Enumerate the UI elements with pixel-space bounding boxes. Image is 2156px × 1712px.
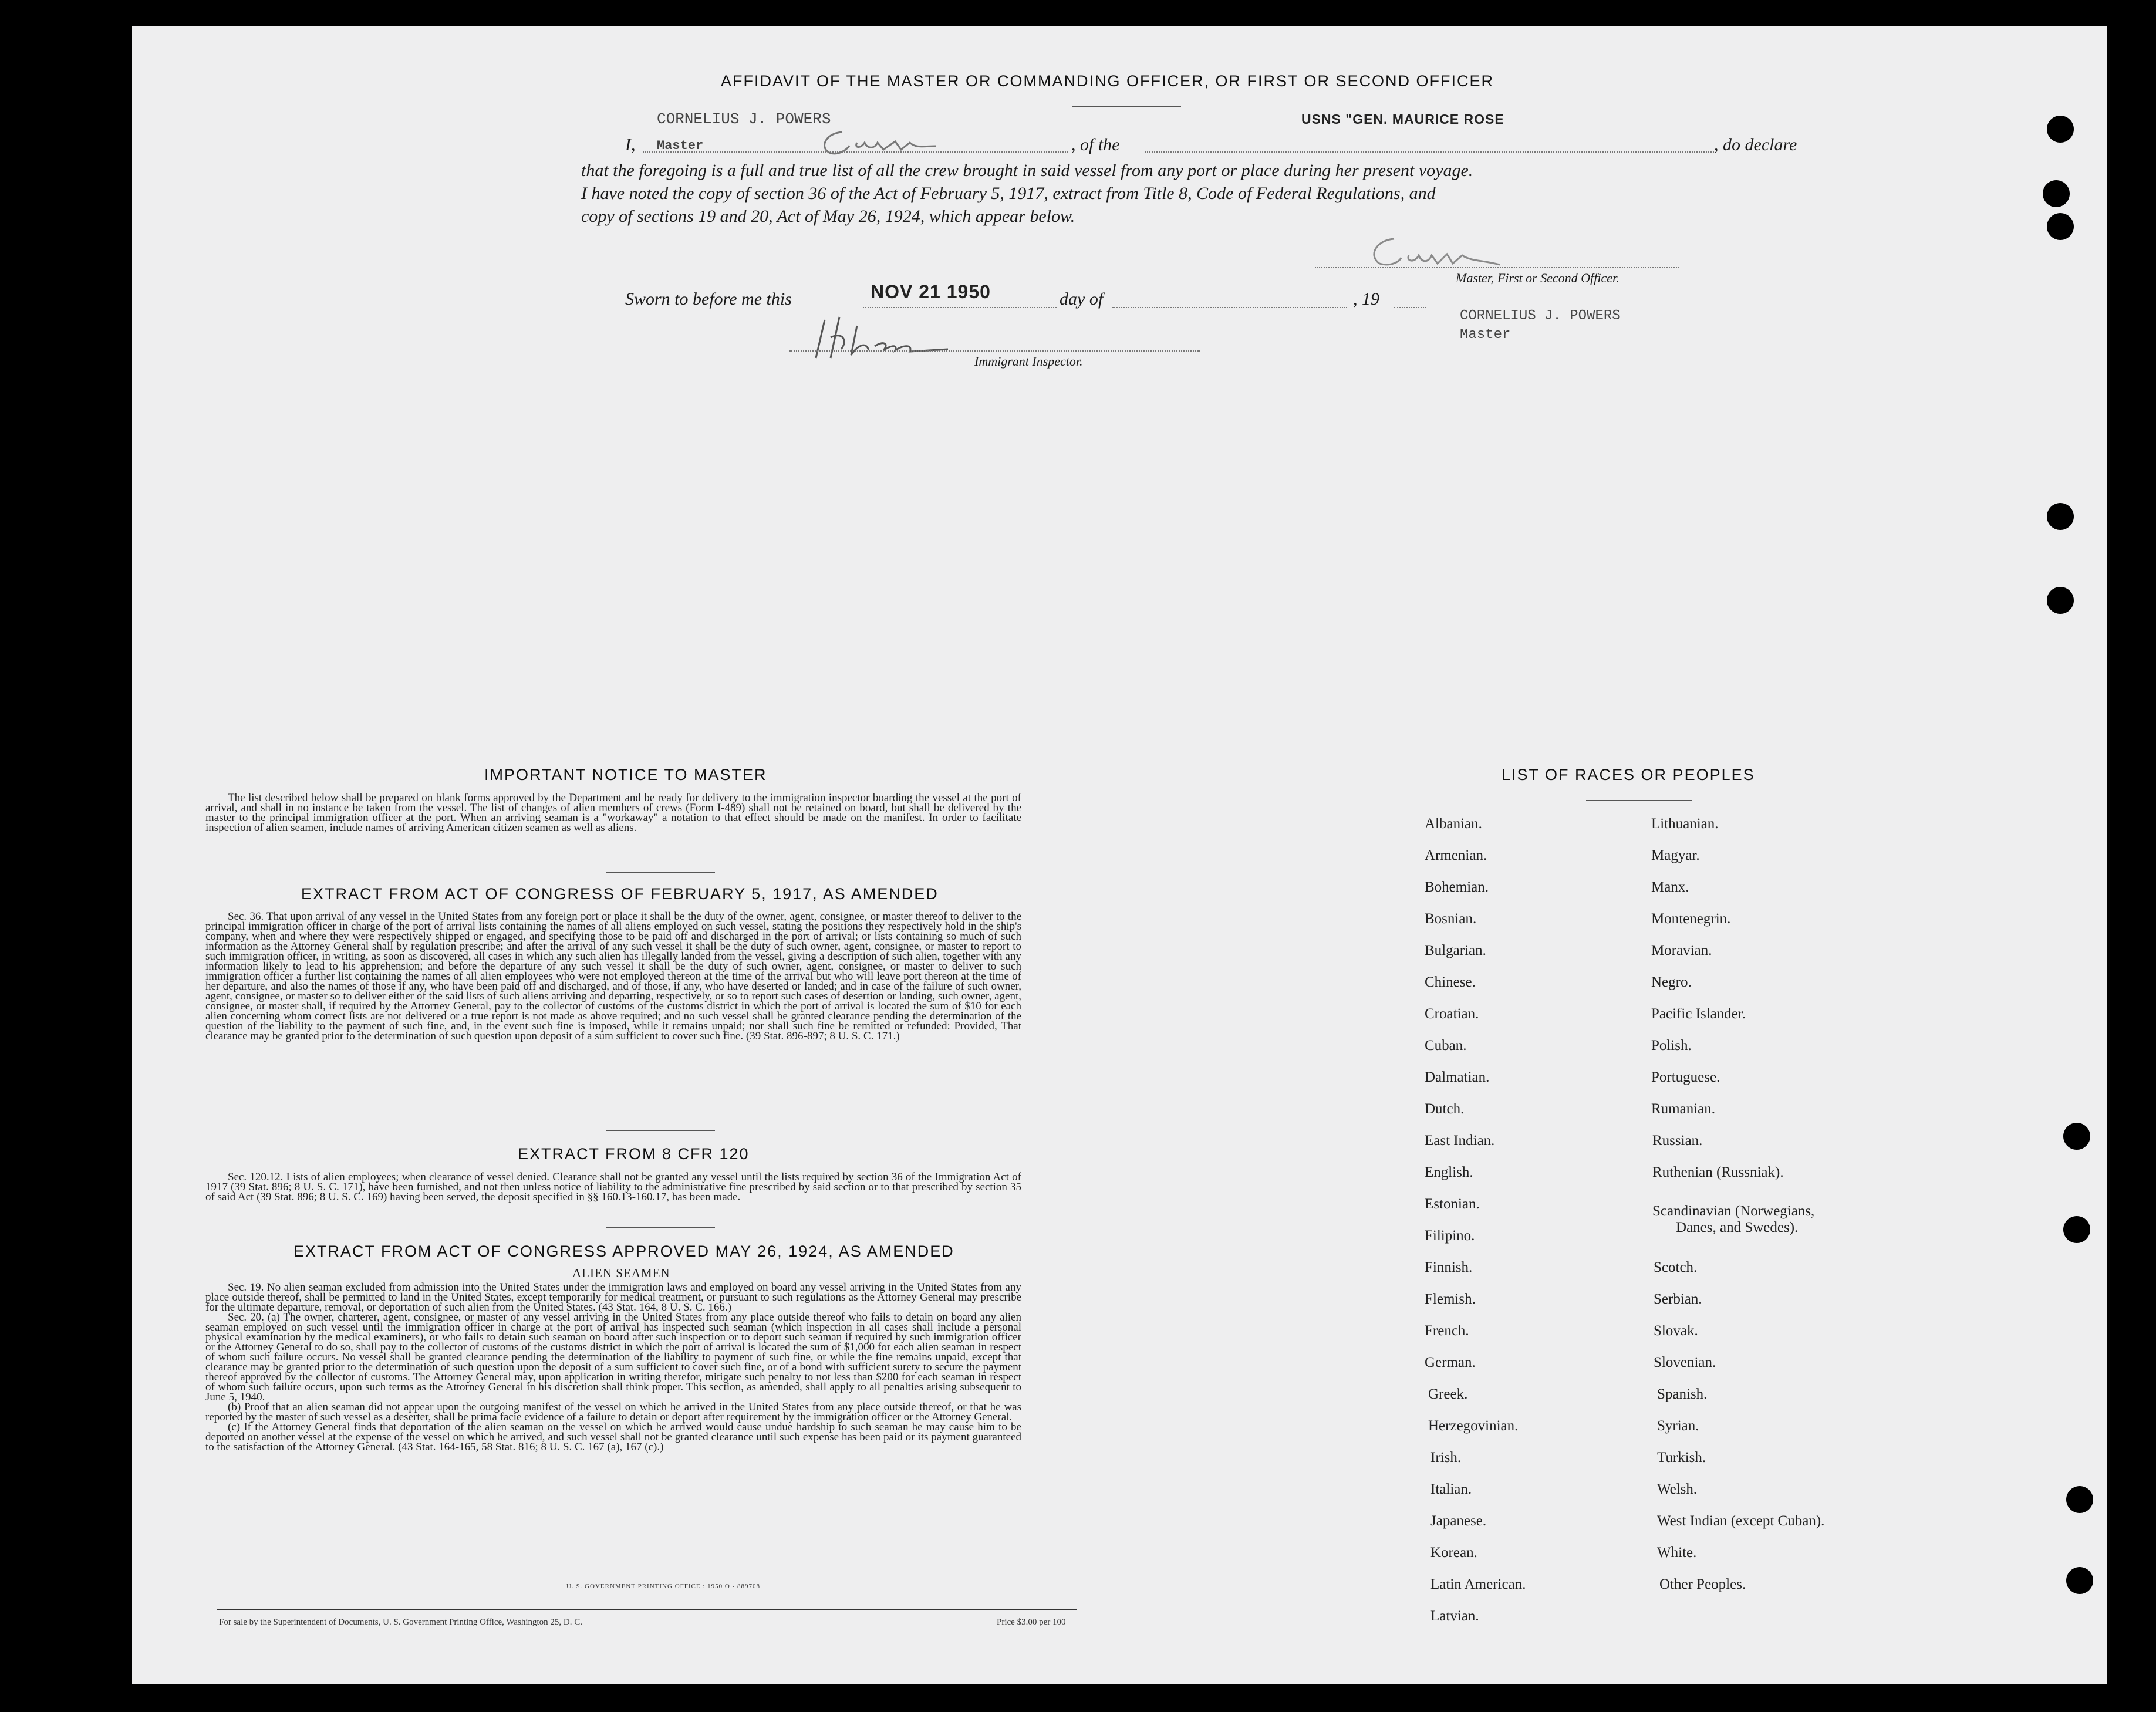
race-right-4: Montenegrin. <box>1651 911 1731 927</box>
race-left-16: Flemish. <box>1425 1291 1476 1307</box>
race-right-11: Russian. <box>1652 1133 1703 1149</box>
footer-rule <box>217 1609 1077 1610</box>
day-of-label: day of <box>1060 289 1104 309</box>
race-right-12: Ruthenian (Russniak). <box>1652 1164 1784 1180</box>
race-right-24: White. <box>1657 1545 1697 1561</box>
do-declare-label: , do declare <box>1714 135 1797 154</box>
race-right-23: West Indian (except Cuban). <box>1657 1513 1825 1529</box>
race-right-21: Turkish. <box>1657 1450 1706 1466</box>
notice-body: The list described below shall be prepared on blank forms approved by the Department and be ready for delivery to the immigration inspector boarding the vessel at the port of arrival, and shall in no instance be taken from the vessel. The list of changes of alien members of crews (Form I-489) shall not be retained on board, but shall be delivered by the master to the principal immigration officer at the port. When an arriving seaman is a "workaway" a notation to that effect should be made on the manifest. In order to facilitate inspection of alien seamen, include names of arriving American citizen seamen as well as aliens. <box>205 792 1021 834</box>
race-left-21: Irish. <box>1430 1450 1462 1466</box>
race-right-8: Polish. <box>1651 1038 1692 1053</box>
race-left-20: Herzegovinian. <box>1428 1418 1519 1434</box>
punch-hole <box>2043 180 2070 207</box>
race-right-5: Moravian. <box>1651 943 1712 958</box>
section-20a: Sec. 20. (a) The owner, charterer, agent, consignee, or master of any vessel arriving in the United States from any place outside thereof who fails to detain on board any alien seaman employed on such vessel until the immigration officer in charge at the port of arrival has inspected such seaman (which inspection in all cases shall include a personal physical examination by the medical examiners), or who fails to detain such seaman on board after such inspection or to deport such seaman if required by such immigration officer or the Attorney General to do so, shall pay to the collector of customs of the customs district in which the port of arrival is located the sum of $1,000 for each alien seaman in respect of whom such failure occurs. No vessel shall be granted clearance pending the determination of the liability to payment of such fine, or while the fine remains unpaid, except that clearance may be granted prior to the determination of such question upon the deposit of a sum sufficient to cover such fine, or of a bond with sufficient surety to secure the payment thereof approved by the collector of customs. The Attorney General may, upon application in writing therefor, mitigate such penalty to not less than $200 for each seaman in respect of whom such failure occurs, upon such terms as the Attorney General in his discretion shall think proper. This section, as amended, shall apply to all penalties arising subsequent to June 5, 1940. <box>205 1311 1021 1403</box>
race-right-14: Danes, and Swedes). <box>1676 1220 1799 1235</box>
race-right-19: Spanish. <box>1657 1386 1708 1402</box>
race-right-20: Syrian. <box>1657 1418 1699 1434</box>
race-left-25: Latin American. <box>1430 1576 1526 1592</box>
races-rule <box>1586 800 1692 801</box>
extract-cfr-rule <box>606 1227 715 1228</box>
race-left-12: English. <box>1425 1164 1473 1180</box>
affidavit-i-label: I, <box>625 135 636 154</box>
race-left-10: Dutch. <box>1425 1101 1465 1117</box>
race-left-18: German. <box>1425 1355 1476 1370</box>
sworn-label: Sworn to before me this <box>625 289 792 309</box>
extract-1924-body <box>205 1282 1021 1452</box>
affidavit-body-3: copy of sections 19 and 20, Act of May 26, 1924, which appear below. <box>581 207 1075 226</box>
race-right-17: Slovak. <box>1654 1323 1698 1339</box>
typed-master-rank-2: Master <box>1460 327 1511 343</box>
race-left-6: Chinese. <box>1425 974 1476 990</box>
race-right-15: Scotch. <box>1654 1259 1698 1275</box>
race-left-24: Korean. <box>1430 1545 1477 1561</box>
of-the-label: , of the <box>1071 135 1120 154</box>
race-left-23: Japanese. <box>1430 1513 1487 1529</box>
race-right-7: Pacific Islander. <box>1651 1006 1746 1022</box>
race-right-1: Lithuanian. <box>1651 816 1719 832</box>
race-left-1: Albanian. <box>1425 816 1482 832</box>
race-right-16: Serbian. <box>1654 1291 1702 1307</box>
typed-master-name-2: CORNELIUS J. POWERS <box>1460 308 1621 324</box>
punch-hole <box>2066 1486 2093 1513</box>
date-stamp: NOV 21 1950 <box>871 281 991 302</box>
race-left-2: Armenian. <box>1425 847 1487 863</box>
race-right-13: Scandinavian (Norwegians, <box>1652 1203 1815 1219</box>
typed-master-name: CORNELIUS J. POWERS <box>657 110 831 128</box>
race-left-4: Bosnian. <box>1425 911 1477 927</box>
race-left-22: Italian. <box>1430 1481 1472 1497</box>
punch-hole <box>2063 1123 2090 1150</box>
race-left-14: Filipino. <box>1425 1228 1475 1244</box>
master-signature-line <box>1315 267 1679 268</box>
race-right-6: Negro. <box>1651 974 1692 990</box>
race-right-18: Slovenian. <box>1654 1355 1716 1370</box>
section-19: Sec. 19. No alien seaman excluded from admission into the United States under the immigration laws and employed on board any vessel arriving in the United States from any place outside thereof, shall be permitted to land in the United States, except temporarily for medical treatment, or pursuant to such regulations as the Attorney General may prescribe for the ultimate departure, removal, or deportation of such alien from the United States. (43 Stat. 164, 8 U. S. C. 166.) <box>205 1281 1021 1313</box>
extract-1924-subtitle: ALIEN SEAMEN <box>572 1266 670 1280</box>
punch-hole <box>2066 1567 2093 1594</box>
race-right-9: Portuguese. <box>1651 1069 1720 1085</box>
year-label: , 19 <box>1353 289 1379 309</box>
extract-cfr-title: EXTRACT FROM 8 CFR 120 <box>518 1145 750 1163</box>
race-left-5: Bulgarian. <box>1425 943 1486 958</box>
gpo-imprint: U. S. GOVERNMENT PRINTING OFFICE : 1950 O - 889708 <box>566 1583 761 1590</box>
race-left-26: Latvian. <box>1430 1608 1479 1624</box>
year-line <box>1394 307 1426 308</box>
notice-rule <box>606 872 715 873</box>
typed-master-rank: Master <box>657 139 704 153</box>
race-right-22: Welsh. <box>1657 1481 1698 1497</box>
race-right-25: Other Peoples. <box>1659 1576 1746 1592</box>
section-20c: (c) If the Attorney General finds that deportation of the alien seaman on the vessel on which he arrived would cause undue hardship to such seaman he may cause him to be deported on another vessel at the expense of the vessel on which he arrived, and such vessel shall not be granted clearance until such expense has been paid or its payment guaranteed to the satisfaction of the Attorney General. (43 Stat. 164-165, 58 Stat. 816; 8 U. S. C. 167 (a), 167 (c).) <box>205 1421 1021 1453</box>
footer-price: Price $3.00 per 100 <box>997 1618 1066 1627</box>
extract-1924-title: EXTRACT FROM ACT OF CONGRESS APPROVED MAY 26, 1924, AS AMENDED <box>293 1242 954 1260</box>
punch-hole <box>2047 503 2074 530</box>
extract-1917-rule <box>606 1130 715 1131</box>
master-signature-1 <box>813 125 966 160</box>
extract-cfr-body: Sec. 120.12. Lists of alien employees; when clearance of vessel denied. Clearance shall not be granted any vessel until the lists required by section 36 of the Immigration Act of 1917 (39 Stat. 896; 8 U. S. C. 171), have been furnished, and not then unless notice of liability to the administrative fine prescribed by said section or to that prescribed by section 35 of said Act (39 Stat. 896; 8 U. S. C. 169) having been served, the deposit specified in §§ 160.13-160.17, has been made. <box>205 1171 1021 1203</box>
footer-sale-note: For sale by the Superintendent of Documents, U. S. Government Printing Office, Washington 25, D. C. <box>219 1618 582 1627</box>
race-left-8: Cuban. <box>1425 1038 1467 1053</box>
inspector-signature-line <box>789 350 1200 352</box>
punch-hole <box>2047 587 2074 614</box>
document-page <box>132 26 2107 1684</box>
punch-hole <box>2047 116 2074 143</box>
punch-hole <box>2047 213 2074 240</box>
affidavit-body-2: I have noted the copy of section 36 of the Act of February 5, 1917, extract from Title 8, Code of Federal Regulations, and <box>581 184 1436 203</box>
sworn-date-line <box>863 307 1057 308</box>
affidavit-title: AFFIDAVIT OF THE MASTER OR COMMANDING OFFICER, OR FIRST OR SECOND OFFICER <box>721 72 1494 90</box>
race-right-2: Magyar. <box>1651 847 1700 863</box>
race-left-17: French. <box>1425 1323 1469 1339</box>
extract-1917-body: Sec. 36. That upon arrival of any vessel in the United States from any foreign port or place it shall be the duty of the owner, agent, consignee, or master thereof to deliver to the principal immigration officer in charge of the port of arrival lists containing the names of all aliens employed on such vessel, stating the positions they respectively hold in the ship's company, when and where they were respectively shipped or engaged, and specifying those to be paid off and discharged in the port of arrival; or lists containing so much of such information as the Attorney General shall by regulation prescribe; and after the arrival of any such vessel it shall be the duty of such owner, agent, consignee, or master to report to such immigration officer, in writing, as soon as discovered, all cases in which any such alien has illegally landed from the vessel, giving a description of such alien, together with any information likely to lead to his apprehension; and before the departure of any such vessel it shall be the duty of such owner, agent, consignee, or master to deliver to such immigration officer a further list containing the names of all alien employees who were not employed thereon at the time of the arrival but who will leave port thereon at the time of her departure, and also the names of those if any, who have been paid off and discharged, and of those, if any, who have deserted or landed; and in case of the failure of such owner, agent, consignee, or master so to deliver either of the said lists of such aliens arriving and departing, respectively, or so to report such cases of desertion or landing, such owner, agent, consignee, or master shall, if required by the Attorney General, pay to the collector of customs of the customs district in which the port of arrival is located the sum of $10 for each alien concerning whom correct lists are not delivered or a true report is not made as above required; and no such vessel shall be granted clearance pending the determination of the question of the liability to the payment of such fine, and, in the event such fine is imposed, while it remains unpaid; nor shall such fine be remitted or refunded: Provided, That clearance may be granted prior to the determination of such question upon deposit of a sum sufficient to cover such fine. (39 Stat. 896-897; 8 U. S. C. 171.) <box>205 910 1021 1042</box>
race-right-3: Manx. <box>1651 879 1689 895</box>
affidavit-body-1: that the foregoing is a full and true list of all the crew brought in said vessel from any port or place during her present voyage. <box>581 161 1473 180</box>
extract-1917-title: EXTRACT FROM ACT OF CONGRESS OF FEBRUARY 5, 1917, AS AMENDED <box>301 885 939 903</box>
race-left-11: East Indian. <box>1425 1133 1495 1149</box>
affidavit-title-rule <box>1072 106 1181 107</box>
race-left-7: Croatian. <box>1425 1006 1479 1022</box>
race-left-9: Dalmatian. <box>1425 1069 1490 1085</box>
vessel-line <box>1145 151 1714 153</box>
race-left-19: Greek. <box>1428 1386 1468 1402</box>
master-caption: Master, First or Second Officer. <box>1456 271 1619 285</box>
race-left-13: Estonian. <box>1425 1196 1480 1212</box>
vessel-name-stamp: USNS "GEN. MAURICE ROSE <box>1301 112 1504 127</box>
notice-title: IMPORTANT NOTICE TO MASTER <box>484 766 767 784</box>
race-left-3: Bohemian. <box>1425 879 1489 895</box>
punch-hole <box>2063 1216 2090 1243</box>
race-left-15: Finnish. <box>1425 1259 1473 1275</box>
inspector-signature <box>807 314 1001 367</box>
inspector-caption: Immigrant Inspector. <box>974 354 1083 369</box>
section-20b: (b) Proof that an alien seaman did not appear upon the outgoing manifest of the vessel on which he arrived in the United States from any place outside thereof, or that he was reported by the master of such vessel as a deserter, shall be prima facie evidence of a failure to detain or deport after requirement by the immigration officer or the Attorney General. <box>205 1401 1021 1423</box>
month-line <box>1112 307 1347 308</box>
race-right-10: Rumanian. <box>1651 1101 1716 1117</box>
races-title: LIST OF RACES OR PEOPLES <box>1502 766 1755 784</box>
